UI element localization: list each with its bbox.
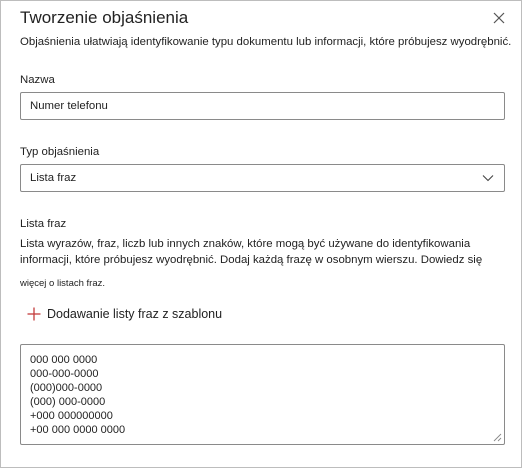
name-input[interactable] [20, 92, 505, 120]
close-icon [490, 9, 508, 27]
type-label: Typ objaśnienia [20, 146, 100, 158]
learn-more-link[interactable]: więcej o listach fraz. [20, 278, 106, 289]
phrase-entry: (000) 000-0000 [30, 396, 106, 408]
name-label: Nazwa [20, 74, 55, 86]
description-line-1: Lista wyrazów, fraz, liczb lub innych znaków, które mogą być używane do identyfikowania [20, 238, 471, 250]
phrase-list-description [20, 236, 500, 268]
phrase-entry: (000)000-0000 [30, 382, 103, 394]
dialog-subtitle: Objaśnienia ułatwiają identyfikowanie typu dokumentu lub informacji, które próbujesz wyodrębnić. [20, 36, 512, 48]
phrase-entry: 000 000 0000 [30, 354, 98, 366]
resize-handle-icon[interactable] [493, 433, 502, 442]
phrase-list-textarea[interactable] [20, 344, 505, 445]
phrase-entry: +000 000000000 [30, 410, 113, 422]
phrase-entry: +00 000 0000 0000 [30, 424, 126, 436]
close-button[interactable] [490, 9, 508, 27]
type-select-value: Lista fraz [30, 172, 77, 184]
chevron-down-icon [481, 171, 495, 185]
description-line-2: informacji, które próbujesz wyodrębnić. Dodaj każdą frazę w osobnym wierszu. Dowiedz się [20, 254, 483, 266]
name-input-value: Numer telefonu [30, 100, 108, 112]
add-from-template-label: Dodawanie listy fraz z szablonu [47, 307, 223, 321]
phrase-entry: 000-000-0000 [30, 368, 99, 380]
phrase-list-label: Lista fraz [20, 218, 67, 230]
dialog-title: Tworzenie objaśnienia [20, 8, 189, 27]
plus-icon [27, 307, 41, 321]
add-from-template-button[interactable] [27, 305, 222, 323]
type-select[interactable] [20, 164, 505, 192]
